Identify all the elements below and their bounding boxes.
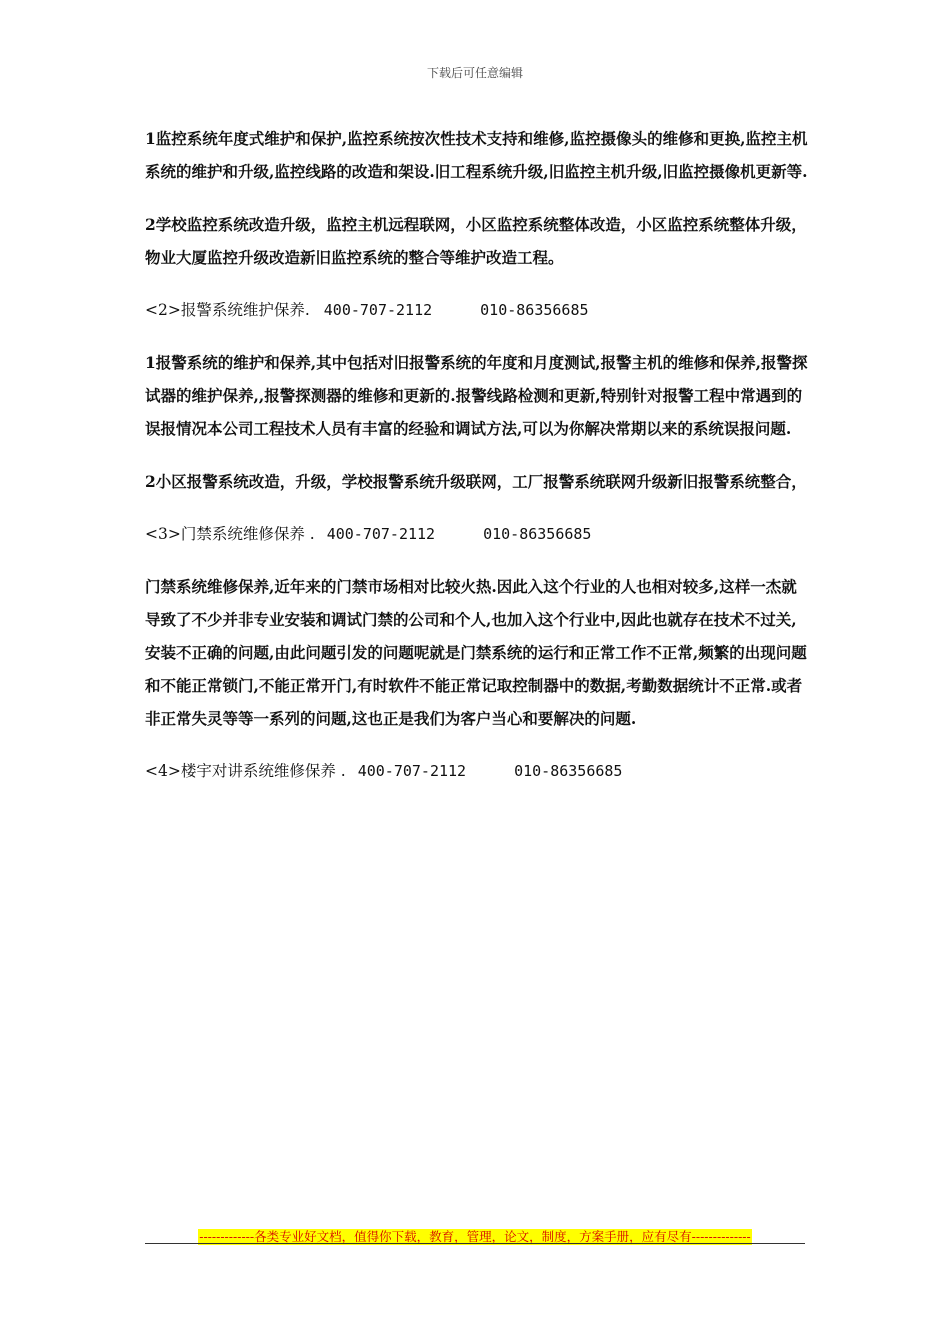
heading-label: <2>报警系统维护保养. (145, 301, 310, 319)
footer-divider (145, 1243, 805, 1244)
paragraph-monitoring-upgrade: 2学校监控系统改造升级，监控主机远程联网，小区监控系统整体改造，小区监控系统整体升级，物业大厦监控升级改造新旧监控系统的整合等维护改造工程。 (145, 215, 807, 267)
phone-number-secondary: 010-86356685 (483, 525, 592, 543)
page-header: 下载后可任意编辑 (426, 66, 523, 80)
paragraph-access-control: 门禁系统维修保养,近年来的门禁市场相对比较火热.因此入这个行业的人也相对较多,这样一杰就导致了不少并非专业安装和调试门禁的公司和个人,也加入这个行业中,因此也就存在技术不过关,安装不正确的问题,由此问题引发的问题呢就是门禁系统的运行和正常工作不正常,频繁的出现问题和不能正常锁门,不能正常开门,有时软件不能正常记取控制器中的数据,考勤数据统计不正常.或者非正常失灵等等一系列的问题,这也正是我们为客户当心和要解决的问题. (145, 577, 807, 728)
phone-number-secondary: 010-86356685 (514, 762, 623, 780)
section-heading-access-control (145, 518, 810, 551)
heading-label: <3>门禁系统维修保养 . (145, 525, 315, 543)
section-heading-intercom (145, 755, 810, 788)
phone-number-primary: 400-707-2112 (323, 301, 433, 319)
phone-number-secondary: 010-86356685 (480, 301, 589, 319)
footer-banner-text: -------------各类专业好文档，值得你下载，教育，管理，论文，制度，方案手册，应有尽有-------------- (199, 1229, 751, 1244)
paragraph-alarm-maintenance: 1报警系统的维护和保养,其中包括对旧报警系统的年度和月度测试,报警主机的维修和保养,报警探试器的维护保养,,报警探测器的维修和更新的.报警线路检测和更新,特别针对报警工程中常遇到的误报情况本公司工程技术人员有丰富的经验和调试方法,可以为你解决常期以来的系统误报问题. (145, 353, 808, 438)
heading-label: <4>楼宇对讲系统维修保养 . (145, 762, 346, 780)
paragraph-monitoring-maintenance: 1监控系统年度式维护和保护,监控系统按次性技术支持和维修,监控摄像头的维修和更换,监控主机系统的维护和升级,监控线路的改造和架设.旧工程系统升级,旧监控主机升级,旧监控摄像机更新等. (145, 129, 808, 181)
phone-number-primary: 400-707-2112 (326, 525, 436, 543)
phone-number-primary: 400-707-2112 (357, 762, 467, 780)
document-body (145, 122, 810, 807)
paragraph-alarm-upgrade: 2小区报警系统改造，升级，学校报警系统升级联网，工厂报警系统联网升级新旧报警系统整合， (145, 472, 807, 491)
section-heading-alarm (145, 294, 810, 327)
